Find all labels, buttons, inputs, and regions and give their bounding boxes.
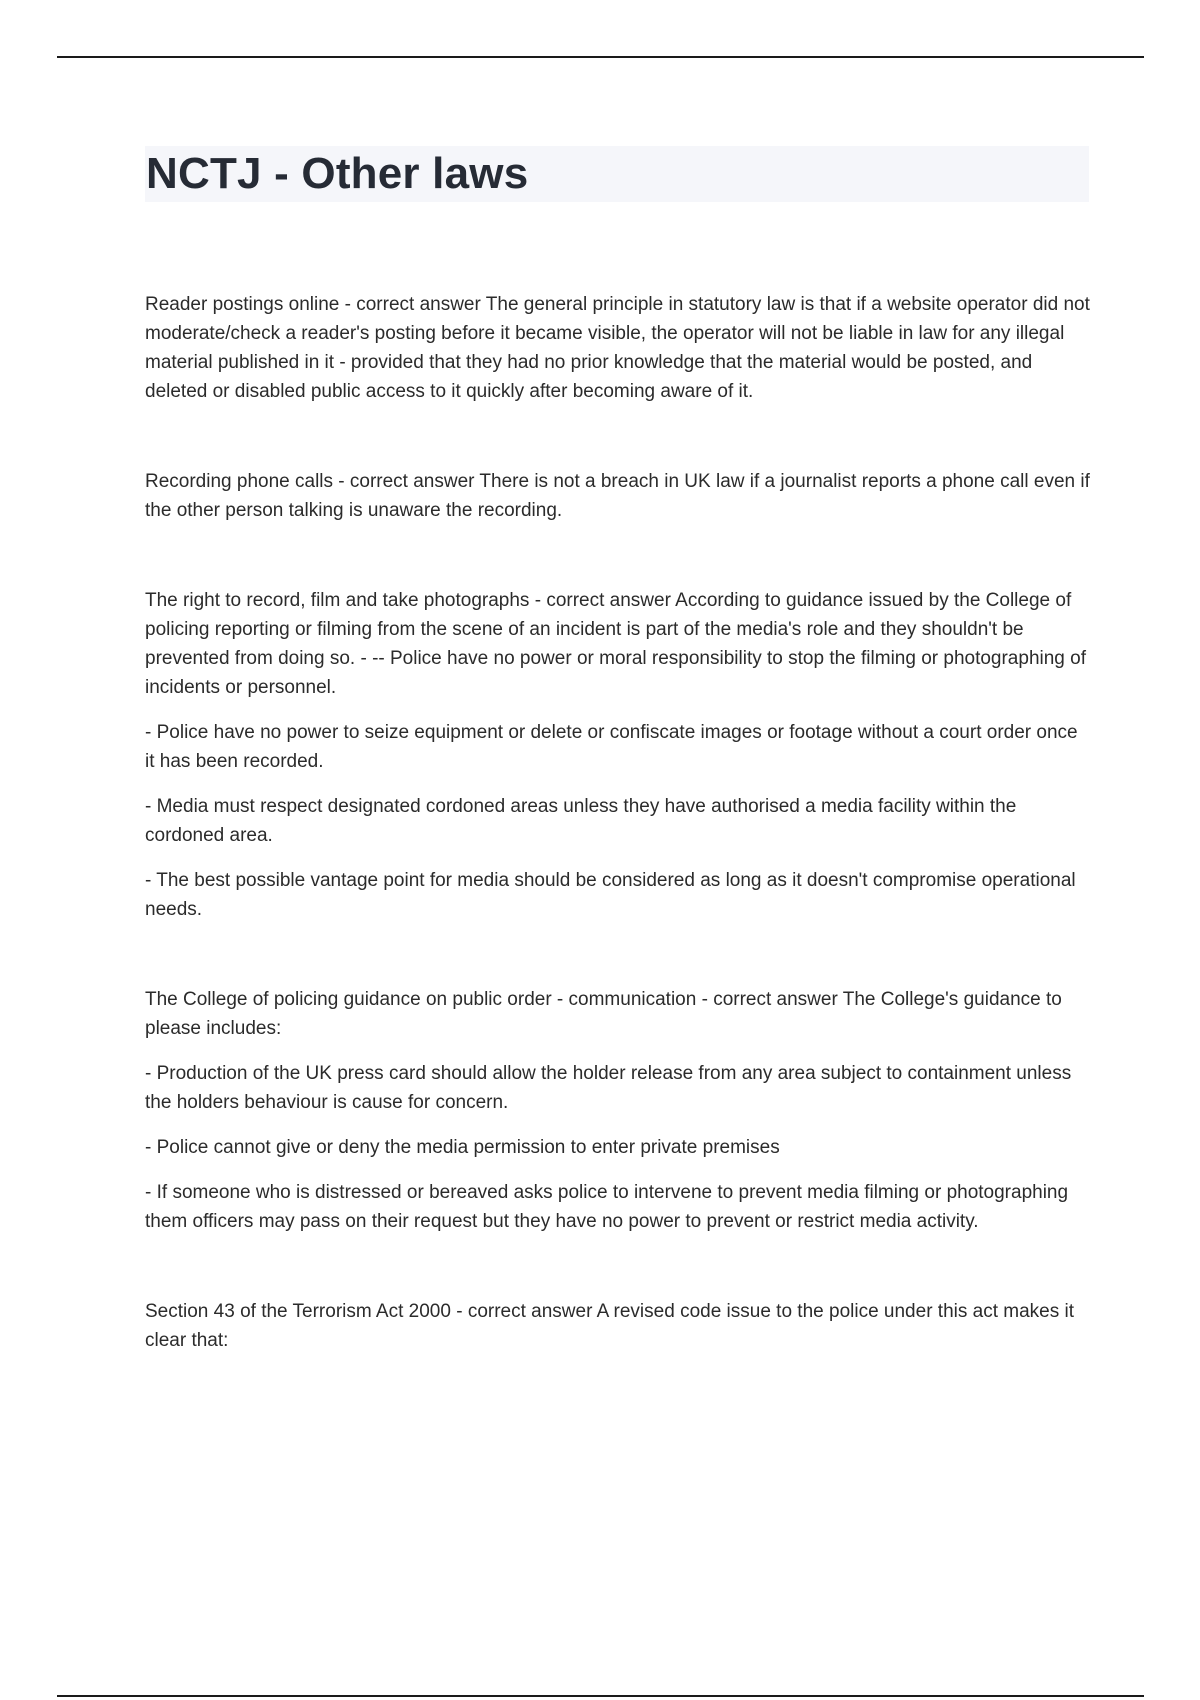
entry-bullet: - If someone who is distressed or bereaved asks police to intervene to prevent media filming or photographing them officers may pass on their request but they have no power to prevent or restrict media activity. <box>145 1182 1069 1232</box>
qa-entry-recording-phone-calls <box>145 467 1090 525</box>
entry-paragraph: Reader postings online - correct answer The general principle in statutory law is that if a website operator did not moderate/check a reader's posting before it became visible, the operator will not be liable in law for any illegal material published in it - provided that they had no prior knowledge that the material would be posted, and deleted or disabled public access to it quickly after becoming aware of it. <box>145 294 1090 402</box>
entry-paragraph: The College of policing guidance on public order - communication - correct answer The College's guidance to please includes: <box>145 989 1062 1039</box>
entry-paragraph: The right to record, film and take photographs - correct answer According to guidance issued by the College of policing reporting or filming from the scene of an incident is part of the media's role and they shouldn't be prevented from doing so. - -- Police have no power or moral responsibility to stop the filming or photographing of incidents or personnel. <box>145 590 1086 698</box>
entry-bullet: - Police have no power to seize equipment or delete or confiscate images or footage without a court order once it has been recorded. <box>145 722 1078 772</box>
entry-bullet: - Police cannot give or deny the media permission to enter private premises <box>145 1137 780 1158</box>
document-body <box>145 290 1090 1416</box>
qa-entry-right-to-record <box>145 586 1090 924</box>
page-bottom-rule <box>57 1695 1144 1697</box>
entry-bullet: - Production of the UK press card should allow the holder release from any area subject to containment unless the holders behaviour is cause for concern. <box>145 1063 1072 1113</box>
entry-paragraph: Recording phone calls - correct answer There is not a breach in UK law if a journalist reports a phone call even if the other person talking is unaware the recording. <box>145 471 1090 521</box>
qa-entry-public-order-guidance <box>145 985 1090 1236</box>
document-title: NCTJ - Other laws <box>146 149 529 198</box>
page-top-rule <box>57 56 1144 58</box>
entry-bullet: - The best possible vantage point for media should be considered as long as it doesn't compromise operational needs. <box>145 870 1076 920</box>
entry-paragraph: Section 43 of the Terrorism Act 2000 - correct answer A revised code issue to the police under this act makes it clear that: <box>145 1301 1075 1351</box>
entry-bullet: - Media must respect designated cordoned areas unless they have authorised a media facility within the cordoned area. <box>145 796 1017 846</box>
qa-entry-reader-postings <box>145 290 1090 406</box>
qa-entry-terrorism-act <box>145 1297 1090 1355</box>
